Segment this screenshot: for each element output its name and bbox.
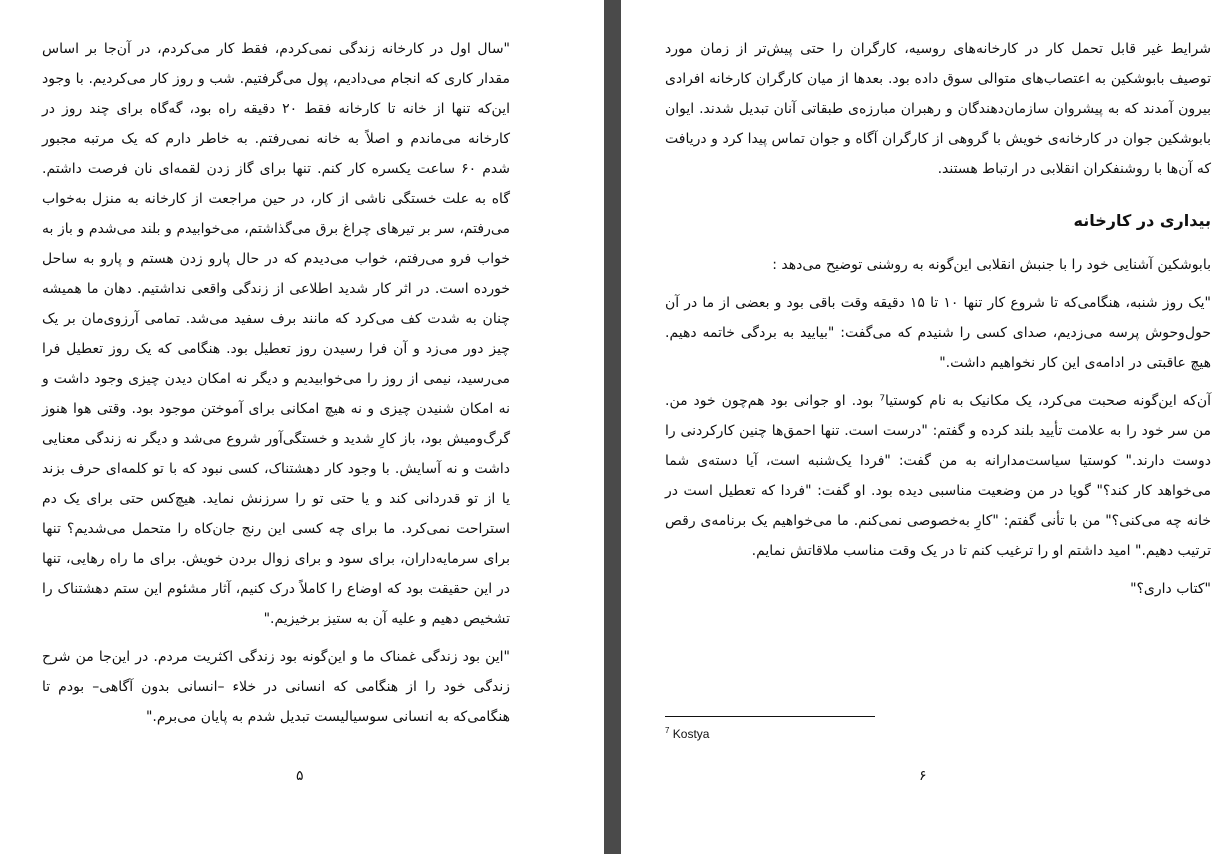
paragraph: "سال اول در کارخانه زندگی نمی‌کردم، فقط کار می‌کردم، در آن‌جا بر اساس مقدار کاری که انجام می‌دادیم، پول می‌گرفتیم. شب و روز کار می‌کردیم. با وجود این‌که تنها از خانه تا کارخانه فقط ۲۰ دقیقه راه بود، گه‌گاه برای چند روز در کارخانه می‌ماندم و اصلاً به خانه نمی‌رفتم. به خاطر دارم که یک مرتبه مجبور شدم ۶۰ ساعت یکسره کار کنم. تنها برای گاز زدن لقمه‌ای نان فرصت داشتم. گاه به علت خستگی ناشی از کار، در حین مراجعت از کارخانه به منزل به‌خواب می‌رفتم، سر بر تیرهای چراغ برق می‌گذاشتم، می‌خوابیدم و بلند می‌شدم و باز به خواب فرو می‌رفتم، خواب می‌دیدم که در حال پارو زدن هستم و پارو به ساحل خورده است. در اثر کار شدید اطلاعی از زندگی واقعی نداشتیم. دهان ما همیشه چنان به شدت کف می‌کرد که مانند برف سفید می‌شد. تمامی آرزوی‌مان بر یک چیز دور می‌زد و آن فرا رسیدن روز تعطیل بود. هنگامی که یک روز تعطیل فرا می‌رسید، نیمی از روز را می‌خوابیدیم و دیگر نه امکان دیدن چیزی وجود داشت و نه امکان شنیدن چیزی و نه هیچ امکانی برای آموختن موجود بود. وقتی هوا هنوز گرگ‌ومیش بود، باز کارِ شدید و خستگی‌آور شروع می‌شد و دیگر نه زندگی معنایی داشت و نه آسایش. با وجود کار دهشتناک، کسی نبود که با تو کلمه‌ای حرف بزند یا از تو قدردانی کند و یا حتی تو را سرزنش نماید. هیچ‌کس حتی برای یک دم استراحت نمی‌کرد. ما برای چه کسی این رنج جان‌کاه را متحمل می‌شدیم؟ تنها برای سرمایه‌داران، برای سود و برای زوال بردن خویش. برای ما راه رهایی، تنها در این حقیقت بود که اوضاع را کاملاً درک کنیم، آثار مشئوم این ستم دهشتناک را تشخیص دهیم و علیه آن به ستیز برخیزیم."	[42, 41, 511, 627]
page-number: ۶	[919, 768, 927, 784]
footnote-marker: 7	[665, 726, 670, 735]
paragraph: "یک روز شنبه، هنگامی‌که تا شروع کار تنها ۱۰ تا ۱۵ دقیقه وقت باقی بود و بعضی از ما در آن حول‌وحوش پرسه می‌زدیم، صدای کسی را شنیدم که می‌گفت: "بیایید به بردگی خاتمه دهیم. هیچ عاقبتی در ادامه‌ی این کار نخواهیم داشت."	[665, 295, 1211, 371]
page-gutter	[604, 0, 621, 854]
right-page	[621, 0, 1212, 854]
paragraph: آن‌که این‌گونه صحبت می‌کرد، یک مکانیک به نام کوستیا⁷ بود. او جوانی بود هم‌چون خود من. من سر خود را به علامت تأیید بلند کرده و گفتم: "درست است. تنها احمق‌ها چنین کارکردنی را دوست دارند." کوستیا سیاست‌مدارانه به من گفت: "فردا یک‌شنبه است، آیا دسته‌ی شما می‌خواهد کار کند؟" گویا در من وضعیت مناسبی دیده بود. او گفت: "فردا که تعطیل است در خانه چه می‌کنی؟" من با تأنی گفتم: "کارِ به‌خصوصی نمی‌کنم. ما می‌خواهیم یک برنامه‌ی رقص ترتیب دهیم." امید داشتم او را ترغیب کنم تا در یک وقت مناسب ملاقاتش نمایم.	[665, 393, 1211, 559]
paragraph: بابوشکین آشنایی خود را با جنبش انقلابی این‌گونه به روشنی توضیح می‌دهد :	[772, 257, 1211, 273]
section-heading: بیداری در کارخانه	[1073, 211, 1211, 230]
left-page	[0, 0, 604, 854]
footnote-text: Kostya	[672, 727, 710, 741]
paragraph: "این بود زندگی غمناک ما و این‌گونه بود زندگی اکثریت مردم. در این‌جا من شرح زندگی خود را از هنگامی که انسانی در خلاء –انسانی بدون آگاهی– بودم تا هنگامی‌که به انسانی سوسیالیست تبدیل شدم به پایان می‌برم."	[42, 649, 510, 725]
paragraph: شرایط غیر قابل تحمل کار در کارخانه‌های روسیه، کارگران را حتی پیش‌تر از زمان مورد توصیف بابوشکین به اعتصاب‌های متوالی سوق داده بود. بعدها از میان کارگران کارخانه افرادی بیرون آمدند که به پیشروان سازمان‌دهندگان و رهبران مبارزه‌ی طبقاتی آنان تبدیل شدند. ایوان بابوشکین جوان در کارخانه‌ی خویش با گروهی از کارگران آگاه و جوان تماس پیدا کرد و دریافت که آن‌ها با روشنفکران انقلابی در ارتباط هستند.	[665, 41, 1211, 177]
left-page-body	[42, 34, 510, 740]
footnote-separator	[665, 716, 875, 717]
footnote	[665, 726, 709, 741]
paragraph: "کتاب داری؟"	[1130, 581, 1211, 597]
page-number: ۵	[296, 768, 304, 784]
right-page-body	[665, 34, 1211, 612]
